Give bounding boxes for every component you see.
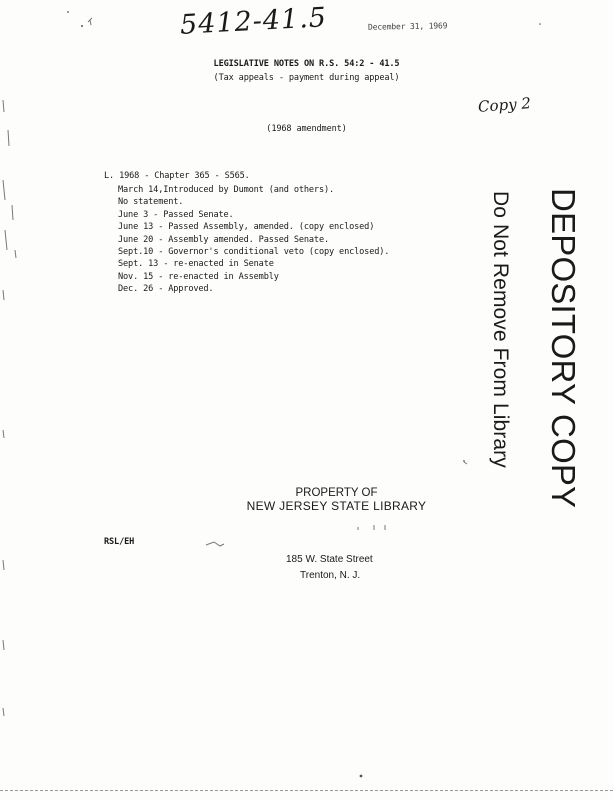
library-name: NEW JERSEY STATE LIBRARY: [246, 499, 427, 513]
stamp-depository-copy: DEPOSITORY COPY: [545, 188, 582, 509]
history-entry: Dec. 26 - Approved.: [118, 284, 214, 295]
handwritten-copy-note: Copy 2: [477, 94, 532, 116]
chapter-line: L. 1968 - Chapter 365 - S565.: [104, 171, 250, 181]
property-of-label: PROPERTY OF: [295, 487, 378, 499]
history-entry: Sept. 13 - re-enacted in Senate: [118, 259, 274, 270]
document-subtitle: (Tax appeals - payment during appeal): [213, 73, 400, 83]
depository-copy-stamp: [472, 188, 592, 509]
library-street-address: 185 W. State Street: [286, 554, 373, 565]
document-title: LEGISLATIVE NOTES ON R.S. 54:2 - 41.5: [213, 59, 400, 69]
bottom-edge-line: [0, 790, 613, 791]
amendment-heading: (1968 amendment): [266, 124, 347, 134]
history-entry: June 20 - Assembly amended. Passed Senate.: [118, 234, 330, 245]
reference-initials: RSL/EH: [104, 537, 135, 547]
history-entry: Nov. 15 - re-enacted in Assembly: [118, 271, 279, 282]
handwritten-statute-number: 5412-41.5: [179, 2, 328, 41]
library-city: Trenton, N. J.: [300, 570, 361, 581]
history-entry: June 13 - Passed Assembly, amended. (copy enclosed): [118, 222, 375, 233]
history-entry: Sept.10 - Governor's conditional veto (copy enclosed).: [118, 247, 390, 258]
history-entry: No statement.: [118, 197, 184, 208]
history-entry: June 3 - Passed Senate.: [118, 209, 234, 220]
legislative-history-list: [118, 184, 389, 296]
history-entry: March 14,Introduced by Dumont (and others).: [118, 185, 335, 195]
header-date: December 31, 1969: [367, 21, 448, 32]
stamp-do-not-remove: Do Not Remove From Library: [489, 191, 512, 468]
